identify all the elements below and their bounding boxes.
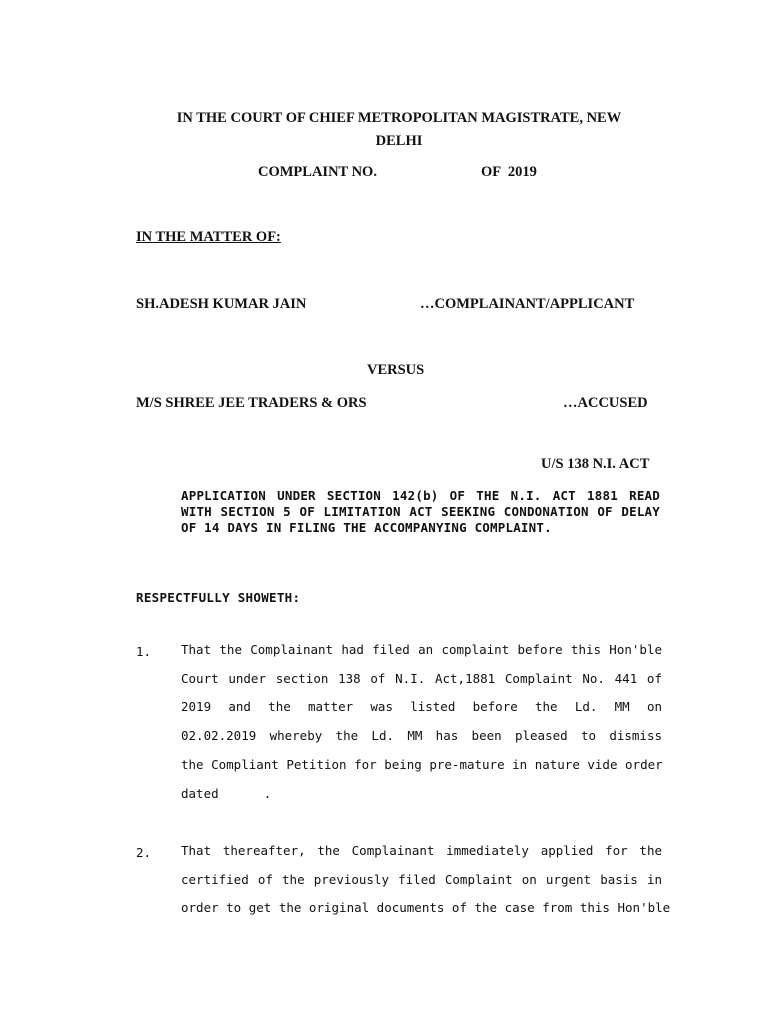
complainant-role: …COMPLAINANT/APPLICANT	[420, 296, 635, 312]
paragraph-line: dated .	[181, 785, 272, 801]
paragraph-line: order to get the original documents of the case from this Hon'ble	[181, 900, 671, 916]
application-title: APPLICATION UNDER SECTION 142(b) OF THE N.I. ACT 1881 READ WITH SECTION 5 OF LIMITATION ACT SEEKING CONDONATION OF DELAY OF 14 DAYS IN FILING THE ACCOMPANYING COMPLAINT.	[181, 488, 660, 536]
paragraph-text	[181, 837, 671, 923]
complainant-name: SH.ADESH KUMAR JAIN	[136, 296, 307, 312]
paragraph-line: the Compliant Petition for being pre-mature in nature vide order	[181, 756, 663, 772]
paragraph-text	[181, 636, 662, 808]
court-title-line-2: DELHI	[375, 133, 423, 149]
accused-role: …ACCUSED	[563, 395, 648, 411]
complaint-year-label: OF 2019	[481, 164, 537, 180]
section-reference: U/S 138 N.I. ACT	[541, 456, 650, 472]
paragraph-line: That thereafter, the Complainant immediately applied for the	[181, 843, 662, 858]
versus-label: VERSUS	[367, 362, 425, 378]
paragraph-line: certified of the previously filed Complaint on urgent basis in	[181, 871, 662, 887]
court-title-line-1: IN THE COURT OF CHIEF METROPOLITAN MAGISTRATE, NEW	[176, 110, 622, 126]
paragraph-line: Court under section 138 of N.I. Act,1881 Complaint No. 441 of	[181, 670, 662, 686]
accused-name: M/S SHREE JEE TRADERS & ORS	[136, 395, 367, 411]
paragraph-line: 2019 and the matter was listed before the Ld. MM on	[181, 699, 662, 715]
paragraph-number: 2.	[136, 845, 152, 860]
paragraph-line: That the Complainant had filed an complaint before this Hon'ble	[181, 642, 662, 657]
complaint-number-label: COMPLAINT NO.	[258, 164, 377, 180]
paragraph-line: 02.02.2019 whereby the Ld. MM has been pleased to dismiss	[181, 728, 662, 744]
paragraph-number: 1.	[136, 644, 152, 659]
matter-heading: IN THE MATTER OF:	[136, 229, 281, 245]
respectfully-showeth-heading: RESPECTFULLY SHOWETH:	[136, 590, 301, 605]
